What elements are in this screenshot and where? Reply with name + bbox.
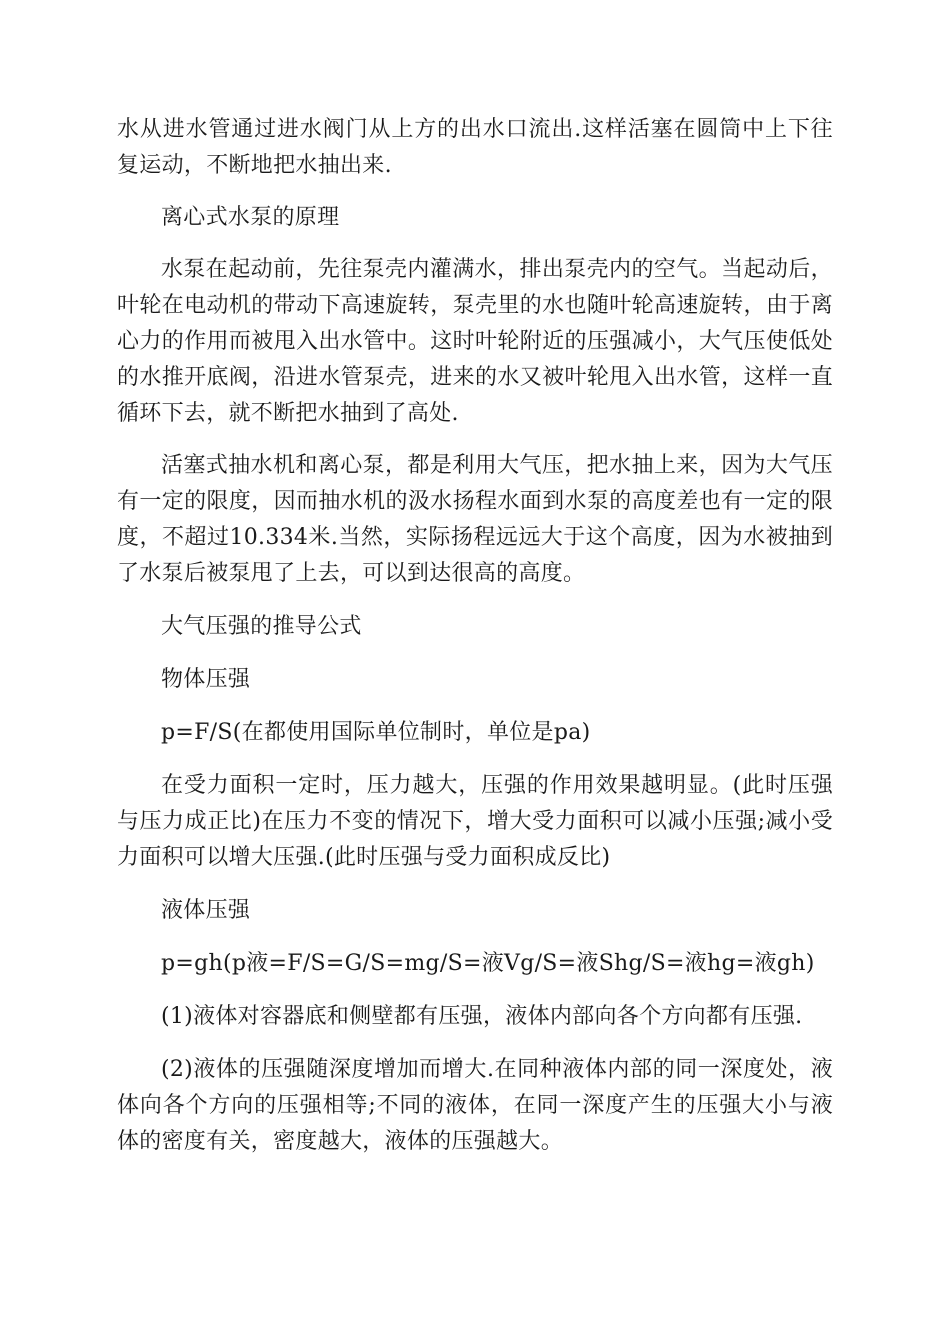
formula-liquid-pressure: p=gh(p液=F/S=G/S=mg/S=液Vg/S=液Shg/S=液hg=液gh) (161, 951, 815, 976)
heading-solid-pressure: 物体压强 (161, 667, 251, 692)
paragraph-liquid-point-2: (2)液体的压强随深度增加而增大.在同种液体内部的同一深度处，液体向各个方向的压强相等;不同的液体，在同一深度产生的压强大小与液体的密度有关，密度越大，液体的压强越大。 (117, 1057, 833, 1154)
heading-pressure-formula: 大气压强的推导公式 (161, 614, 362, 639)
formula-solid-pressure: p=F/S(在都使用国际单位制时，单位是pa) (161, 720, 591, 745)
document-page (117, 112, 833, 1160)
paragraph-piston-pump-end: 水从进水管通过进水阀门从上方的出水口流出.这样活塞在圆筒中上下往复运动，不断地把水抽出来. (117, 117, 833, 178)
heading-liquid-pressure: 液体压强 (161, 898, 251, 923)
paragraph-solid-pressure: 在受力面积一定时，压力越大，压强的作用效果越明显。(此时压强与压力成正比)在压力不变的情况下，增大受力面积可以减小压强;减小受力面积可以增大压强.(此时压强与受力面积成反比) (117, 773, 833, 870)
paragraph-centrifugal-pump: 水泵在起动前，先往泵壳内灌满水，排出泵壳内的空气。当起动后，叶轮在电动机的带动下高速旋转，泵壳里的水也随叶轮高速旋转，由于离心力的作用而被甩入出水管中。这时叶轮附近的压强减小，大气压使低处的水推开底阀，沿进水管泵壳，进来的水又被叶轮甩入出水管，这样一直循环下去，就不断把水抽到了高处. (117, 257, 833, 426)
paragraph-liquid-point-1: (1)液体对容器底和侧壁都有压强，液体内部向各个方向都有压强. (161, 1004, 803, 1029)
heading-centrifugal-pump: 离心式水泵的原理 (161, 205, 340, 230)
paragraph-pump-limit: 活塞式抽水机和离心泵，都是利用大气压，把水抽上来，因为大气压有一定的限度，因而抽水机的汲水扬程水面到水泵的高度差也有一定的限度，不超过10.334米.当然，实际扬程远远大于这个高度，因为水被抽到了水泵后被泵甩了上去，可以到达很高的高度。 (117, 453, 833, 586)
